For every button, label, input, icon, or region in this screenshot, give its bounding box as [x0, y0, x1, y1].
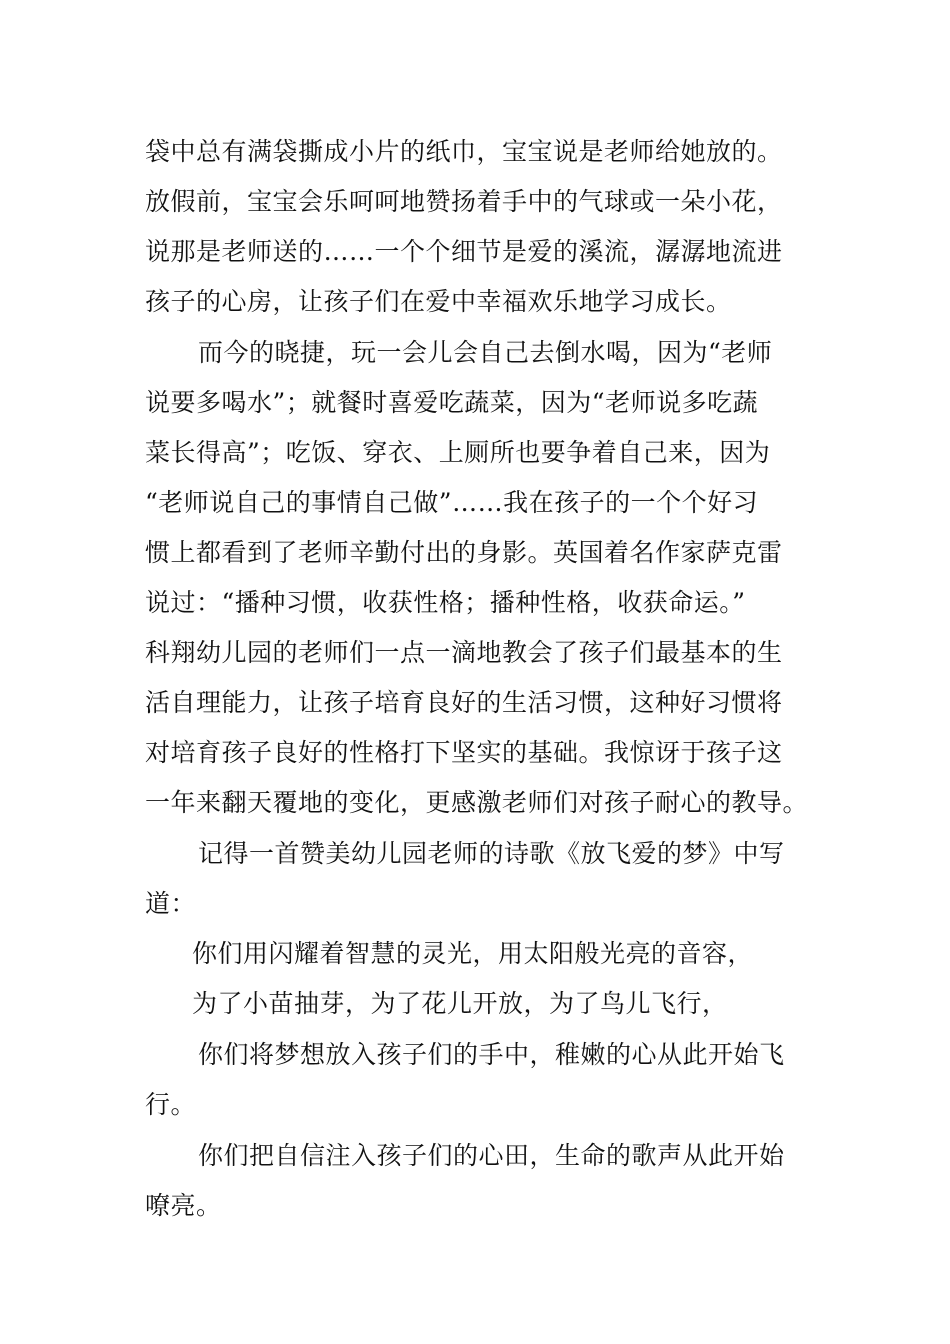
text-line: 袋中总有满袋撕成小片的纸巾，宝宝说是老师给她放的。 — [145, 137, 783, 166]
text-line: 孩子的心房，让孩子们在爱中幸福欢乐地学习成长。 — [145, 287, 732, 316]
text-line: “老师说自己的事情自己做”……我在孩子的一个个好习 — [145, 488, 759, 517]
poem-line: 为了小苗抽芽，为了花儿开放，为了鸟儿飞行， — [192, 989, 728, 1018]
text-line: 一年来翻天覆地的变化，更感激老师们对孩子耐心的教导。 — [145, 788, 809, 817]
poem-line: 你们把自信注入孩子们的心田，生命的歌声从此开始 — [198, 1141, 785, 1170]
poem-line: 你们用闪耀着智慧的灵光，用太阳般光亮的音容， — [192, 939, 754, 968]
text-line: 行。 — [145, 1090, 197, 1119]
text-line: 菜长得高”；吃饭、穿衣、上厕所也要争着自己来，因为 — [145, 438, 771, 467]
text-line: 活自理能力，让孩子培育良好的生活习惯，这种好习惯将 — [145, 688, 783, 717]
text-line: 放假前，宝宝会乐呵呵地赞扬着手中的气球或一朵小花， — [145, 187, 783, 216]
text-line: 对培育孩子良好的性格打下坚实的基础。我惊讶于孩子这 — [145, 738, 783, 767]
poem-line: 你们将梦想放入孩子们的手中，稚嫩的心从此开始飞 — [198, 1040, 785, 1069]
text-line: 说那是老师送的……一个个细节是爱的溪流，潺潺地流进 — [145, 237, 783, 266]
text-line: 说过：“播种习惯，收获性格；播种性格，收获命运。” — [145, 588, 746, 617]
text-line: 科翔幼儿园的老师们一点一滴地教会了孩子们最基本的生 — [145, 638, 783, 667]
text-line: 道： — [145, 889, 197, 918]
text-line: 说要多喝水”；就餐时喜爱吃蔬菜，因为“老师说多吃蔬 — [145, 388, 759, 417]
paragraph-first-line: 记得一首赞美幼儿园老师的诗歌《放飞爱的梦》中写 — [198, 839, 785, 868]
text-line: 惯上都看到了老师辛勤付出的身影。英国着名作家萨克雷 — [145, 538, 783, 567]
paragraph-first-line: 而今的晓捷，玩一会儿会自己去倒水喝，因为“老师 — [198, 338, 773, 367]
text-line: 嘹亮。 — [145, 1191, 222, 1220]
